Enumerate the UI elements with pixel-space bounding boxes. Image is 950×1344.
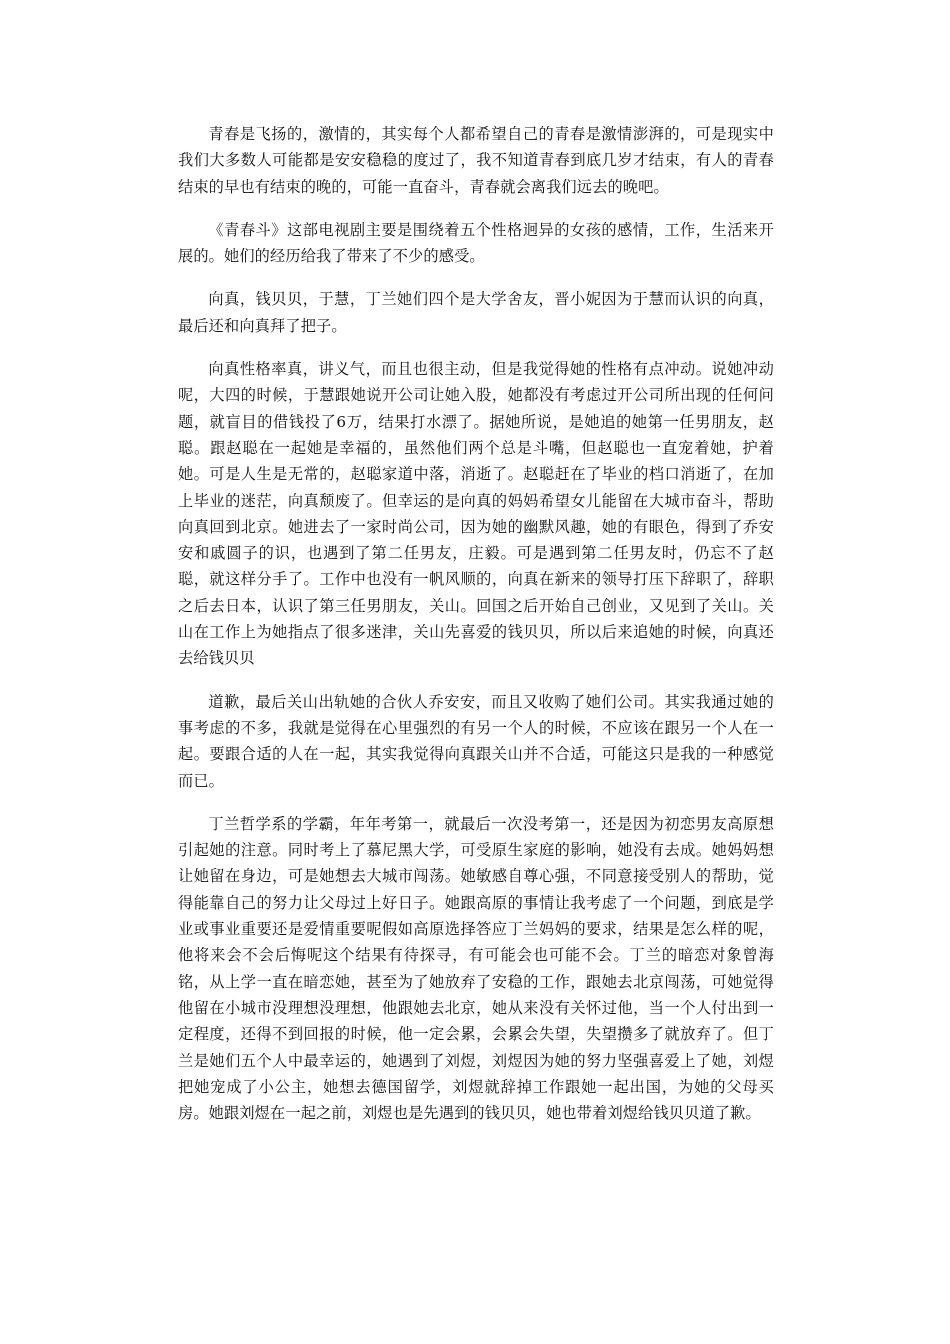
paragraph-xiangzhen: 向真性格率真，讲义气，而且也很主动，但是我觉得她的性格有点冲动。说她冲动呢，大四的时候，于慧跟她说开公司让她入股，她都没有考虑过开公司所出现的任何问题，就盲目的借钱投了6万，结果打水漂了。据她所说，是她追的她第一任男朋友，赵聪。跟赵聪在一起她是幸福的，虽然他们两个总是斗嘴，但赵聪也一直宠着她，护着她。可是人生是无常的，赵聪家道中落，消逝了。赵聪赶在了毕业的档口消逝了，在加上毕业的迷茫，向真颓废了。但幸运的是向真的妈妈希望女儿能留在大城市奋斗，帮助向真回到北京。她进去了一家时尚公司，因为她的幽默风趣，她的有眼色，得到了乔安安和戚圆子的识，也遇到了第二任男友，庄毅。可是遇到第二任男友时，仍忘不了赵聪，就这样分手了。工作中也没有一帆风顺的，向真在新来的领导打压下辞职了，辞职之后去日本，认识了第三任男朋友，关山。回国之后开始自己创业，又见到了关山。关山在工作上为她指点了很多迷津，关山先喜爱的钱贝贝，所以后来追她的时候，向真还去给钱贝贝: [178, 360, 774, 668]
paragraph-roommates: 向真，钱贝贝，于慧，丁兰她们四个是大学舍友，晋小妮因为于慧而认识的向真，最后还和向真拜了把子。: [178, 290, 774, 335]
paragraph-dinglan: 丁兰哲学系的学霸，年年考第一，就最后一次没考第一，还是因为初恋男友高原想引起她的注意。同时考上了慕尼黑大学，可受原生家庭的影响，她没有去成。她妈妈想让她留在身边，可是她想去大城市闯荡。她敏感自尊心强，不同意接受别人的帮助，觉得能靠自己的努力让父母过上好日子。她跟高原的事情让我考虑了一个问题，到底是学业或事业重要还是爱情重要呢假如高原选择答应丁兰妈妈的要求，结果是怎么样的呢，他将来会不会后悔呢这个结果有待探寻，有可能会也可能不会。丁兰的暗恋对象曾海铭，从上学一直在暗恋她，甚至为了她放弃了安稳的工作，跟她去北京闯荡，可她觉得他留在小城市没理想没理想，他跟她去北京，她从来没有关怀过他，当一个人付出到一定程度，还得不到回报的时候，他一定会累，会累会失望，失望攒多了就放弃了。但丁兰是她们五个人中最幸运的，她遇到了刘煜，刘煜因为她的努力坚强喜爱上了她，刘煜把她宠成了小公主，她想去德国留学，刘煜就辞掉工作跟她一起出国，为她的父母买房。她跟刘煜在一起之前，刘煜也是先遇到的钱贝贝，她也带着刘煜给钱贝贝道了歉。: [178, 814, 774, 1123]
paragraph-drama-intro: 《青春斗》这部电视剧主要是围绕着五个性格迥异的女孩的感情，工作，生活来开展的。她们的经历给我了带来了不少的感受。: [178, 220, 774, 266]
paragraph-youth: 青春是飞扬的，激情的，其实每个人都希望自己的青春是激情澎湃的，可是现实中我们大多数人可能都是安安稳稳的度过了，我不知道青春到底几岁才结束，有人的青春结束的早也有结束的晚的，可能一直奋斗，青春就会离我们远去的晚吧。: [178, 125, 774, 196]
article-body: [178, 121, 774, 1143]
paragraph-apology: 道歉，最后关山出轨她的合伙人乔安安，而且又收购了她们公司。其实我通过她的事考虑的不多，我就是觉得在心里强烈的有另一个人的时候，不应该在跟另一个人在一起。要跟合适的人在一起，其实我觉得向真跟关山并不合适，可能这只是我的一种感觉而已。: [178, 692, 774, 790]
